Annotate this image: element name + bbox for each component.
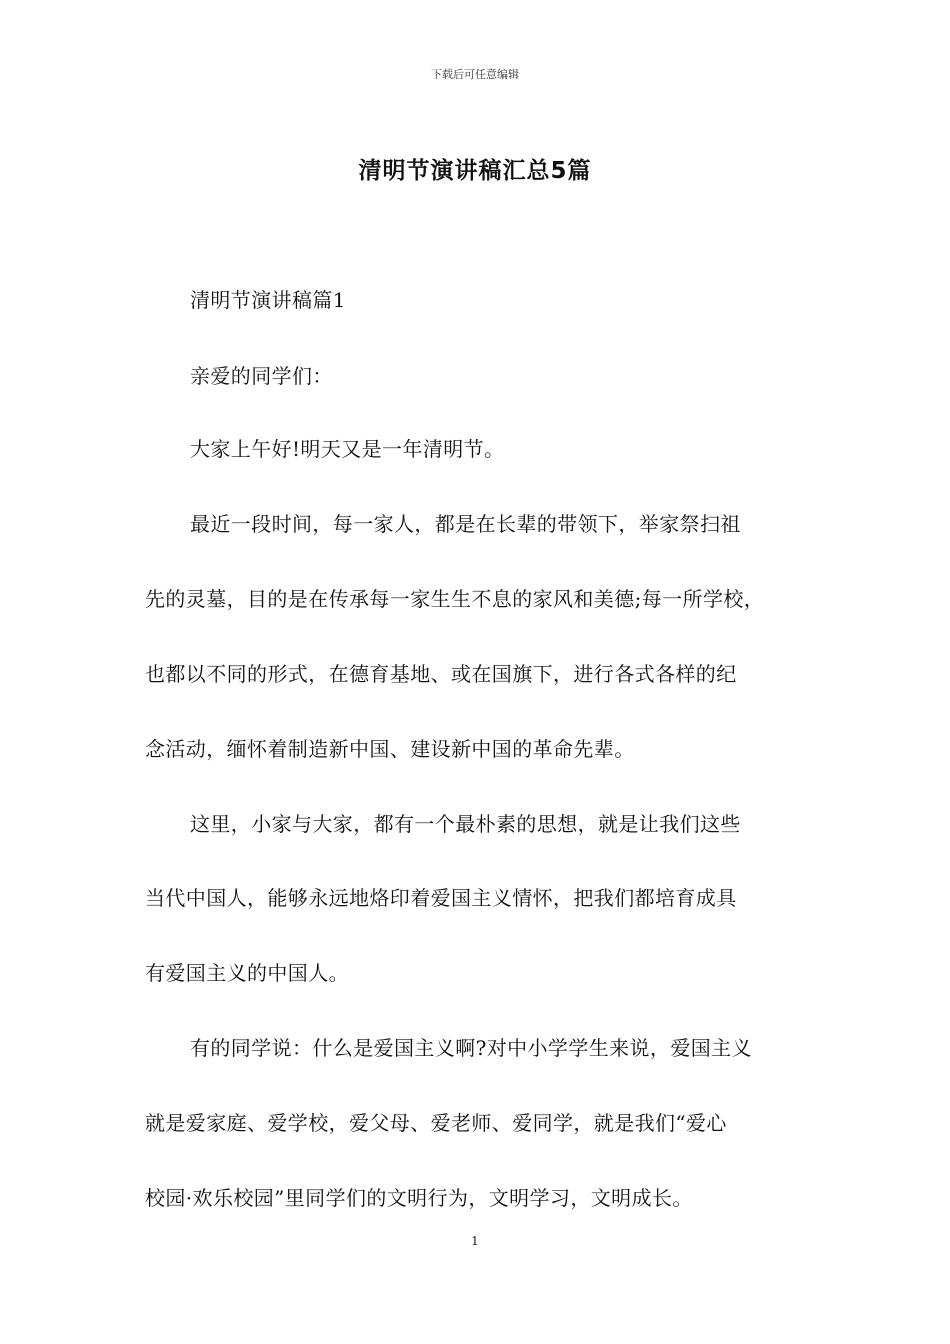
paragraph-line: 这里，小家与大家，都有一个最朴素的思想，就是让我们这些: [190, 812, 741, 836]
paragraph-line: 当代中国人，能够永远地烙印着爱国主义情怀，把我们都培育成具: [145, 886, 737, 910]
paragraph-line: 有爱国主义的中国人。: [145, 961, 349, 985]
paragraph-line: 校园·欢乐校园”里同学们的文明行为，文明学习，文明成长。: [145, 1186, 693, 1210]
paragraph-line: 就是爱家庭、爱学校，爱父母、爱老师、爱同学，就是我们“爱心: [145, 1111, 727, 1135]
paragraph-line: 最近一段时间，每一家人，都是在长辈的带领下，举家祭扫祖: [190, 512, 741, 536]
paragraph-line: 有的同学说：什么是爱国主义啊?对中小学学生来说，爱国主义: [190, 1036, 752, 1060]
paragraph-line: 也都以不同的形式，在德育基地、或在国旗下，进行各式各样的纪: [145, 662, 737, 686]
section-heading: 清明节演讲稿篇1: [190, 288, 346, 312]
document-title: 清明节演讲稿汇总5篇: [358, 158, 592, 184]
paragraph-line: 念活动，缅怀着制造新中国、建设新中国的革命先辈。: [145, 737, 635, 761]
header-note: 下载后可任意编辑: [431, 68, 519, 81]
page-number: 1: [471, 1234, 479, 1248]
paragraph-line: 大家上午好!明天又是一年清明节。: [190, 437, 505, 461]
greeting-line: 亲爱的同学们：: [190, 364, 333, 388]
paragraph-line: 先的灵墓，目的是在传承每一家生生不息的家风和美德;每一所学校，: [145, 587, 765, 611]
